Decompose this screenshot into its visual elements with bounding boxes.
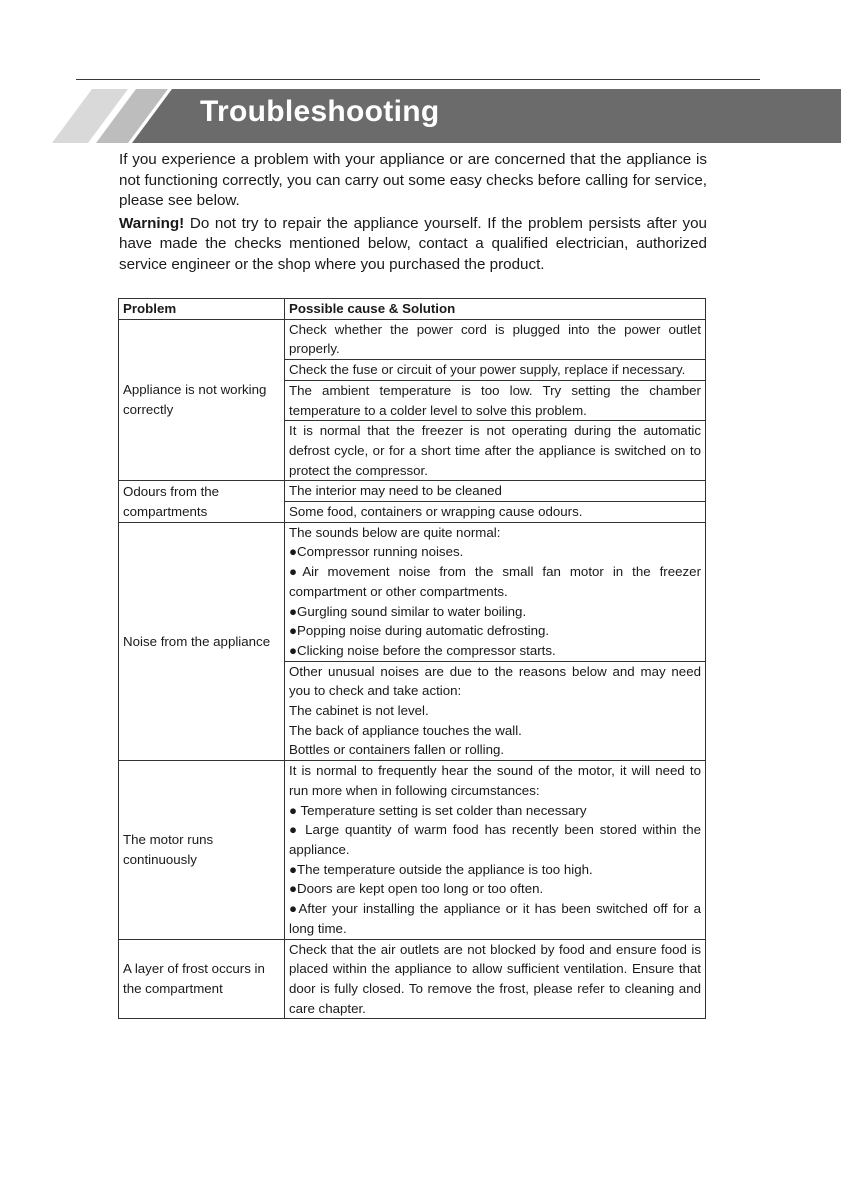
table-row xyxy=(119,319,706,359)
troubleshooting-table xyxy=(118,298,706,1019)
solution-line: ●Clicking noise before the compressor starts. xyxy=(289,642,556,658)
solution-line: ●Compressor running noises. xyxy=(289,544,464,560)
table-row xyxy=(119,761,706,939)
header-problem: Problem xyxy=(119,299,285,320)
solution-cell xyxy=(285,761,706,939)
solution-cell xyxy=(285,939,706,1019)
solution-line: Other unusual noises are due to the reasons below and may need you to check and take action: xyxy=(289,663,701,699)
solution-line: The interior may need to be cleaned xyxy=(289,483,502,499)
intro-section xyxy=(119,150,707,275)
solution-line: The ambient temperature is too low. Try setting the chamber temperature to a colder level to solve this problem. xyxy=(289,382,701,418)
solution-line: Bottles or containers fallen or rolling. xyxy=(289,742,505,758)
solution-cell xyxy=(285,360,706,381)
solution-line: The back of appliance touches the wall. xyxy=(289,722,522,738)
problem-cell: A layer of frost occurs in the compartment xyxy=(119,939,285,1019)
solution-line: ●After your installing the appliance or it has been switched off for a long time. xyxy=(289,901,701,936)
solution-cell xyxy=(285,661,706,761)
solution-cell xyxy=(285,522,706,661)
problem-cell: The motor runs continuously xyxy=(119,761,285,939)
solution-line: ●Air movement noise from the small fan motor in the freezer compartment or other compartments. xyxy=(289,564,701,599)
solution-line: The sounds below are quite normal: xyxy=(289,524,501,540)
solution-line: Check whether the power cord is plugged into the power outlet properly. xyxy=(289,321,701,357)
page-title: Troubleshooting xyxy=(200,95,440,128)
table-row xyxy=(119,939,706,1019)
table-row xyxy=(119,481,706,502)
warning-label: Warning! xyxy=(119,214,185,232)
problem-cell: Appliance is not working correctly xyxy=(119,319,285,481)
solution-line: ●The temperature outside the appliance is too high. xyxy=(289,861,593,877)
solution-line: ● Large quantity of warm food has recently been stored within the appliance. xyxy=(289,822,701,857)
table-header-row xyxy=(119,299,706,320)
warning-paragraph xyxy=(119,214,707,276)
header-solution: Possible cause & Solution xyxy=(285,299,706,320)
solution-line: It is normal to frequently hear the sound of the motor, it will need to run more when in following circumstances: xyxy=(289,763,701,798)
solution-line: ●Popping noise during automatic defrosting. xyxy=(289,623,550,639)
solution-cell xyxy=(285,380,706,420)
solution-cell xyxy=(285,319,706,359)
solution-cell xyxy=(285,481,706,502)
solution-line: Check that the air outlets are not blocked by food and ensure food is placed within the appliance to allow sufficient ventilation. Ensure that door is fully closed. To remove the frost, please refer to cleaning and care chapter. xyxy=(289,941,701,1016)
solution-line: ●Gurgling sound similar to water boiling. xyxy=(289,603,527,619)
title-banner xyxy=(0,89,841,143)
solution-line: ● Temperature setting is set colder than necessary xyxy=(289,802,587,818)
warning-text: Do not try to repair the appliance yourself. If the problem persists after you have made the checks mentioned below, contact a qualified electrician, authorized service engineer or the shop where you purchased the product. xyxy=(119,214,707,273)
solution-line: Check the fuse or circuit of your power supply, replace if necessary. xyxy=(289,362,686,378)
table-body xyxy=(119,319,706,1019)
top-rule xyxy=(76,79,760,80)
problem-cell: Odours from the compartments xyxy=(119,481,285,522)
solution-line: Some food, containers or wrapping cause odours. xyxy=(289,504,583,520)
problem-cell: Noise from the appliance xyxy=(119,522,285,760)
solution-cell xyxy=(285,502,706,523)
solution-line: The cabinet is not level. xyxy=(289,703,429,719)
solution-line: ●Doors are kept open too long or too often. xyxy=(289,881,544,897)
solution-line: It is normal that the freezer is not operating during the automatic defrost cycle, or for a short time after the appliance is switched on to protect the compressor. xyxy=(289,423,701,478)
intro-text: If you experience a problem with your appliance or are concerned that the appliance is not functioning correctly, you can carry out some easy checks before calling for service, please see below. xyxy=(119,151,707,209)
solution-cell xyxy=(285,421,706,481)
table-row xyxy=(119,522,706,661)
